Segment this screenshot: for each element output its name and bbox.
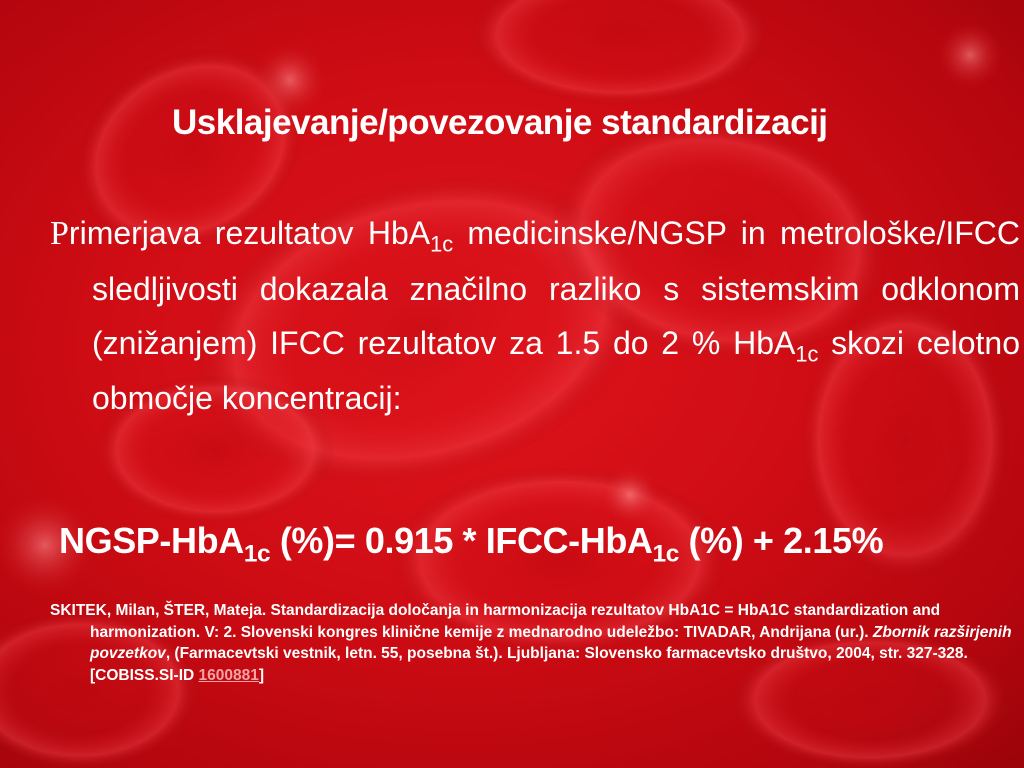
reference-text: SKITEK, Milan, ŠTER, Mateja. Standardizacija določanja in harmonizacija rezultatov HbA1C = HbA1C standardization and harmonization. V: 2. Slovenski kongres klinične kemije z mednarodno udeležbo: TIVADAR, Andrijana (ur.). <box>50 602 941 641</box>
formula-part: (%) + 2.15% <box>678 520 884 561</box>
subscript: 1c <box>430 231 454 257</box>
reference-italic-title: Zbornik razširjenih povzetkov <box>90 623 1012 662</box>
slide-title: Usklajevanje/povezovanje standardizacij <box>172 103 828 142</box>
reference-text: , (Farmacevtski vestnik, letn. 55, posebna št.). Ljubljana: Slovensko farmacevtsko društvo, 2004, str. 327-328. [COBISS.SI-ID <box>90 645 968 684</box>
formula-part: (%)= 0.915 * IFCC-HbA <box>270 520 653 561</box>
citation-reference <box>50 600 1018 686</box>
reference-text: ] <box>258 666 265 684</box>
conversion-formula <box>59 520 884 568</box>
body-paragraph <box>50 206 1020 425</box>
blood-cell-shape <box>470 0 770 105</box>
formula-part: NGSP-HbA <box>59 520 244 561</box>
subscript: 1c <box>243 540 271 568</box>
cobiss-id-link[interactable]: 1600881 <box>198 666 259 684</box>
virus-shape <box>600 465 660 525</box>
virus-shape <box>936 21 1004 89</box>
body-text-part: skozi celotno območje koncentracij: <box>92 325 1021 416</box>
body-text-part: medicinske/NGSP in metrološke/IFCC sledljivosti dokazala značilno razliko s sistemskim odklonom (znižanjem) IFCC rezultatov za 1.5 do 2 % HbA <box>92 215 1021 361</box>
subscript: 1c <box>652 540 679 568</box>
subscript: 1c <box>795 341 819 367</box>
body-first-letter: P <box>50 215 69 252</box>
body-text-part: rimerjava rezultatov HbA <box>68 215 431 251</box>
